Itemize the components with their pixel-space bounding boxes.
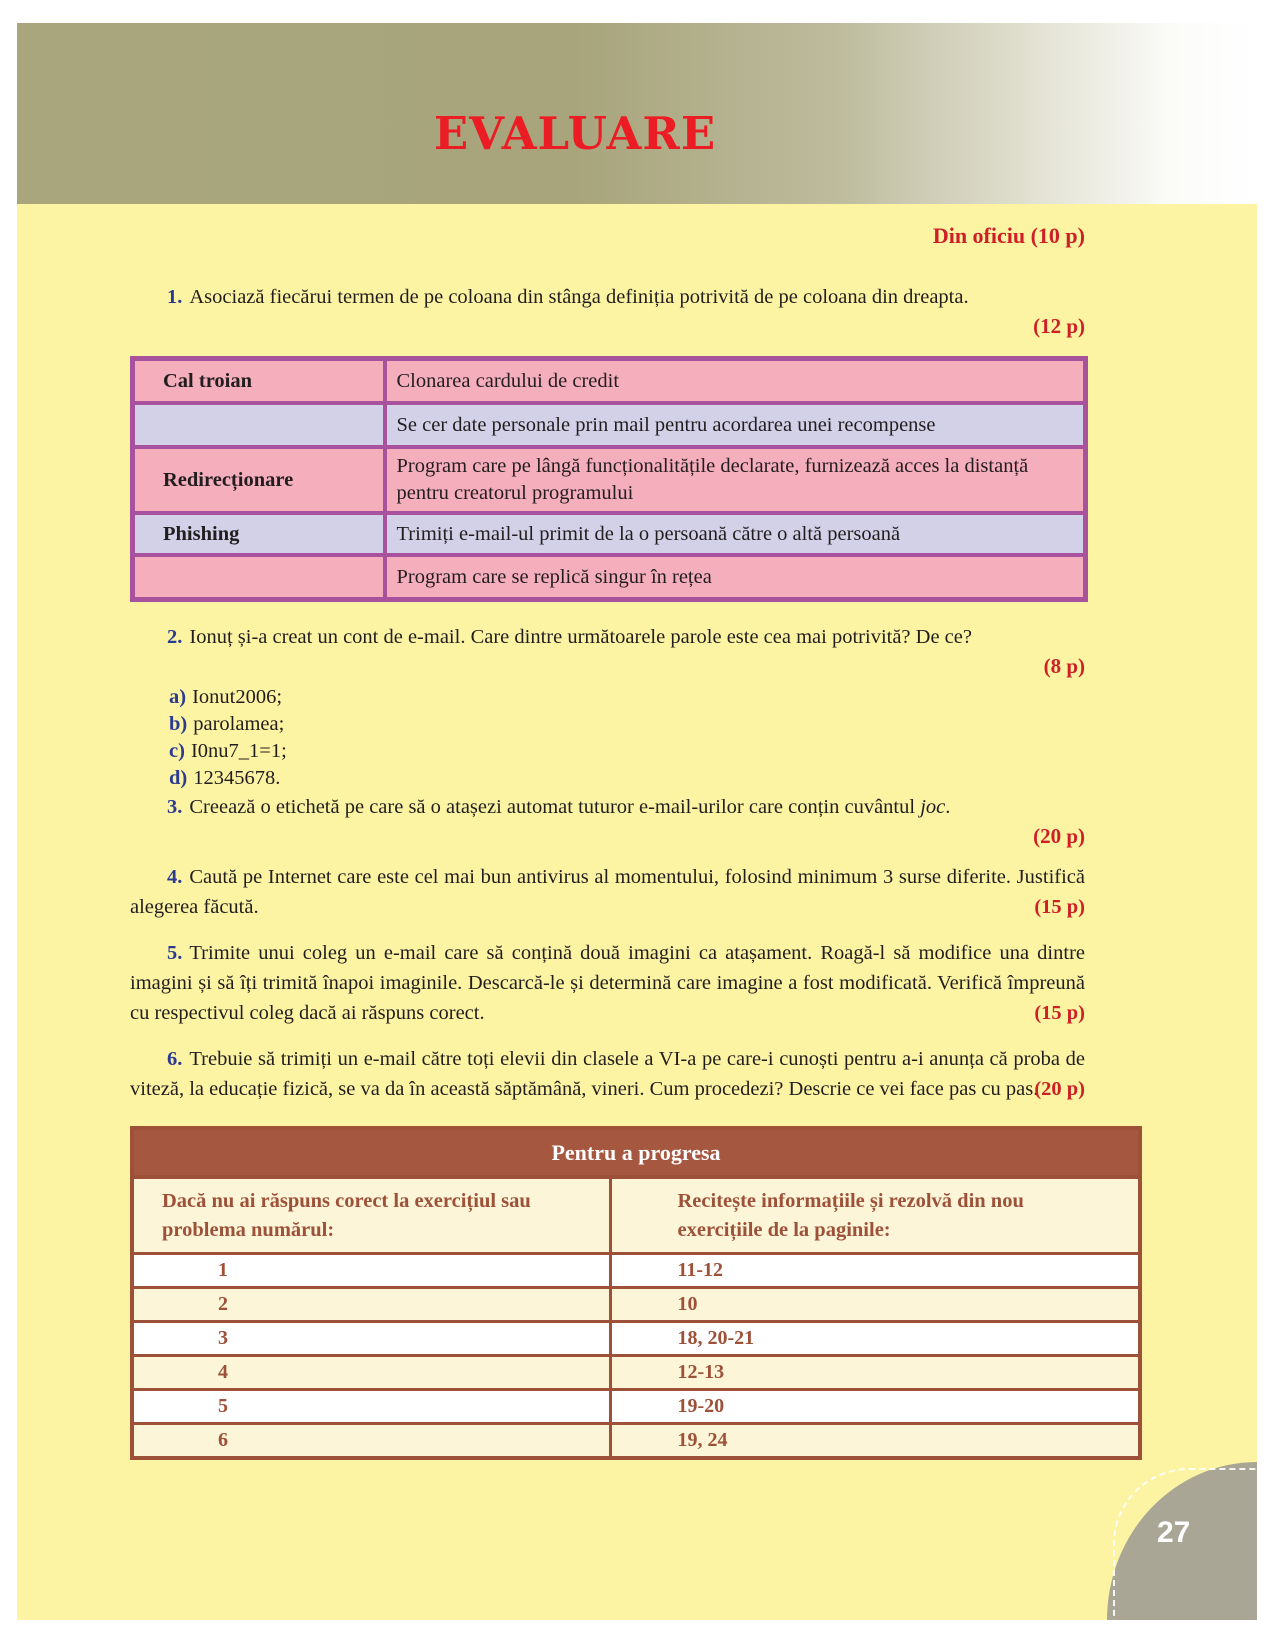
exercise-cell: 5 bbox=[132, 1390, 610, 1424]
option-text: I0nu7_1=1; bbox=[190, 740, 287, 762]
column-header: Recitește informațiile și rezolvă din nou exercițiile de la paginile: bbox=[610, 1177, 1140, 1254]
table-row bbox=[132, 1177, 1140, 1254]
question-3 bbox=[130, 792, 1085, 822]
progress-table-title: Pentru a progresa bbox=[132, 1128, 1140, 1177]
points-badge: (8 p) bbox=[1043, 654, 1085, 678]
option-letter: b) bbox=[169, 713, 188, 735]
exercise-cell: 3 bbox=[132, 1322, 610, 1356]
question-5 bbox=[130, 938, 1085, 1028]
din-oficiu-label: Din oficiu (10 p) bbox=[932, 223, 1085, 248]
table-row bbox=[133, 403, 1086, 447]
table-row bbox=[132, 1322, 1140, 1356]
option-text: Ionut2006; bbox=[192, 686, 283, 708]
question-text: Asociază fiecărui termen de pe coloana din stânga definiția potrivită de pe coloana din dreapta. bbox=[189, 286, 969, 308]
page-corner bbox=[1107, 1462, 1257, 1620]
question-text: Trebuie să trimiți un e-mail către toți elevii din clasele a VI-a pe care-i cunoști pentru a-i anunța că proba de viteză, la educație fizică, se va da în această săptămână, vineri. Cum procedezi? Descrie ce vei face pas cu pas. bbox=[130, 1048, 1085, 1100]
table-row bbox=[133, 359, 1086, 404]
question-text: Creează o etichetă pe care să o atașezi automat tuturor e-mail-urilor care conțin cuvântul bbox=[189, 796, 916, 818]
table-row bbox=[133, 447, 1086, 513]
definition-cell: Program care pe lângă funcționalitățile declarate, furnizează acces la distanță pentru creatorul programului bbox=[385, 447, 1086, 513]
table-row bbox=[132, 1356, 1140, 1390]
question-number: 6. bbox=[167, 1048, 183, 1070]
question-6 bbox=[130, 1044, 1085, 1104]
table-row bbox=[132, 1128, 1140, 1177]
points-badge: (12 p) bbox=[1033, 314, 1085, 338]
option-item bbox=[169, 684, 1257, 711]
header-bar bbox=[17, 23, 1257, 204]
question-number: 5. bbox=[167, 942, 183, 964]
pages-cell: 19-20 bbox=[610, 1390, 1140, 1424]
table-row bbox=[132, 1390, 1140, 1424]
question-number: 4. bbox=[167, 866, 183, 888]
definition-cell: Trimiți e-mail-ul primit de la o persoană către o altă persoană bbox=[385, 513, 1086, 555]
option-text: parolamea; bbox=[193, 713, 285, 735]
exercise-cell: 1 bbox=[132, 1254, 610, 1288]
table-row bbox=[132, 1254, 1140, 1288]
option-item bbox=[169, 765, 1257, 792]
pages-cell: 10 bbox=[610, 1288, 1140, 1322]
points-badge: (15 p) bbox=[1034, 896, 1085, 918]
points-badge: (20 p) bbox=[1034, 1078, 1085, 1100]
column-header: Dacă nu ai răspuns corect la exercițiul sau problema numărul: bbox=[132, 1177, 610, 1254]
option-text: 12345678. bbox=[193, 767, 281, 789]
table-row bbox=[132, 1288, 1140, 1322]
progress-table bbox=[130, 1126, 1142, 1460]
option-letter: c) bbox=[169, 740, 185, 762]
question-text: Ionuț și-a creat un cont de e-mail. Care dintre următoarele parole este cea mai potrivită? De ce? bbox=[189, 626, 972, 648]
pages-cell: 19, 24 bbox=[610, 1424, 1140, 1459]
option-letter: a) bbox=[169, 686, 187, 708]
term-cell bbox=[133, 403, 385, 447]
table-row bbox=[133, 555, 1086, 600]
pages-cell: 11-12 bbox=[610, 1254, 1140, 1288]
exercise-cell: 4 bbox=[132, 1356, 610, 1390]
page-title: EVALUARE bbox=[433, 107, 717, 160]
question-text: Caută pe Internet care este cel mai bun antivirus al momentului, folosind minimum 3 surse diferite. Justifică alegerea făcută. bbox=[130, 866, 1085, 918]
pages-cell: 18, 20-21 bbox=[610, 1322, 1140, 1356]
points-badge: (15 p) bbox=[1034, 1002, 1085, 1024]
question-number: 3. bbox=[167, 796, 183, 818]
definition-cell: Program care se replică singur în rețea bbox=[385, 555, 1086, 600]
term-cell: Phishing bbox=[133, 513, 385, 555]
table-row bbox=[132, 1424, 1140, 1459]
match-table bbox=[130, 356, 1088, 602]
term-cell bbox=[133, 555, 385, 600]
options-list bbox=[169, 684, 1257, 792]
option-item bbox=[169, 738, 1257, 765]
question-text: Trimite unui coleg un e-mail care să conțină două imagini ca atașament. Roagă-l să modifice una dintre imagini și să îți trimită înapoi imaginile. Descarcă-le și determină care imagine a fost modificată. Verifică împreună cu respectivul coleg dacă ai răspuns corect. bbox=[130, 942, 1085, 1024]
pages-cell: 12-13 bbox=[610, 1356, 1140, 1390]
question-number: 2. bbox=[167, 626, 183, 648]
term-cell: Redirecționare bbox=[133, 447, 385, 513]
page-number: 27 bbox=[1157, 1516, 1191, 1549]
definition-cell: Clonarea cardului de credit bbox=[385, 359, 1086, 404]
exercise-cell: 2 bbox=[132, 1288, 610, 1322]
question-text-italic: joc bbox=[920, 796, 946, 818]
points-badge: (20 p) bbox=[1033, 824, 1085, 848]
term-cell: Cal troian bbox=[133, 359, 385, 404]
question-number: 1. bbox=[167, 286, 183, 308]
definition-cell: Se cer date personale prin mail pentru acordarea unei recompense bbox=[385, 403, 1086, 447]
question-text-suffix: . bbox=[945, 796, 951, 818]
question-4 bbox=[130, 862, 1085, 922]
exercise-cell: 6 bbox=[132, 1424, 610, 1459]
option-item bbox=[169, 711, 1257, 738]
content-area bbox=[17, 204, 1257, 1620]
question-1 bbox=[130, 282, 1085, 312]
question-2 bbox=[130, 622, 1085, 652]
option-letter: d) bbox=[169, 767, 188, 789]
table-row bbox=[133, 513, 1086, 555]
